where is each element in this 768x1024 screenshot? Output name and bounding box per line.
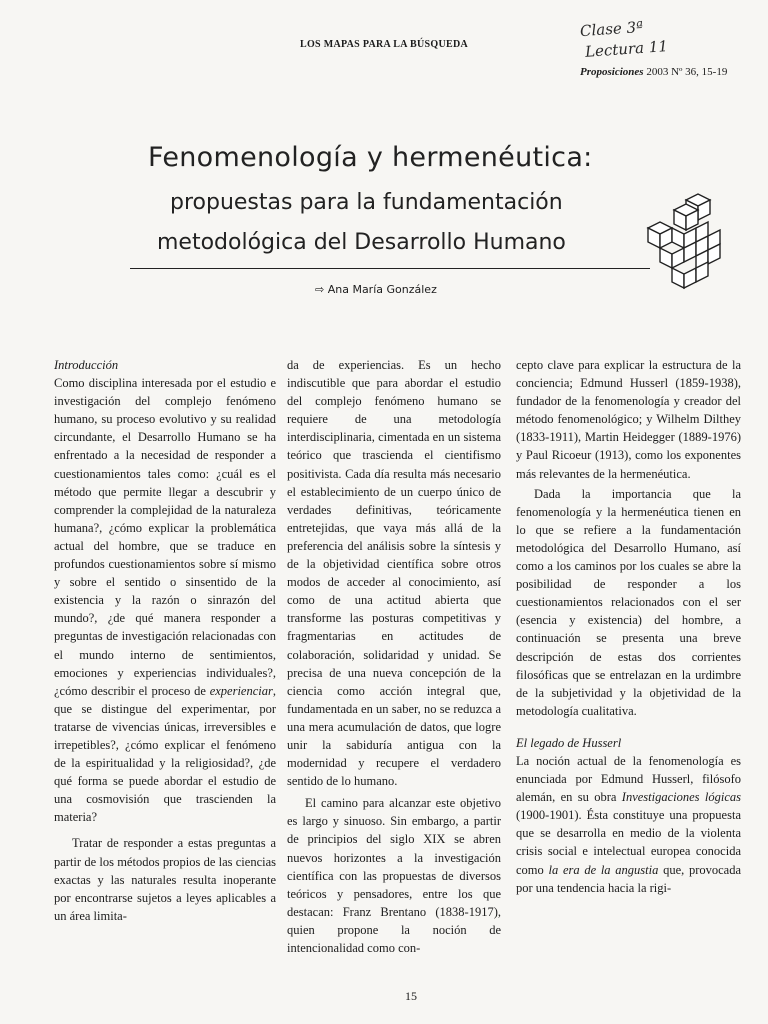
author-name: Ana María González	[327, 283, 437, 296]
paragraph: Tratar de responder a estas preguntas a partir de los métodos propios de las ciencias exactas y las naturales resulta inoperante por encontrarse sujetos a leyes aplicables a un área limita-	[54, 836, 276, 923]
handwritten-note-class: Clase 3ª	[579, 17, 644, 41]
paragraph-text: (1900-1901). Ésta constituye una propuesta que se desarrolla en medio de la violenta crisis social e intelectual europea conocida como	[516, 808, 741, 877]
column-2	[287, 356, 501, 957]
title-rule	[130, 268, 650, 269]
paragraph: cepto clave para explicar la estructura de la conciencia; Edmund Husserl (1859-1938), fundador de la fenomenología y creador del método fenomenológico; y Wilhelm Dilthey (1833-1911), Martin Heidegger (1889-1976) y Paul Ricoeur (1913), como los exponentes más relevantes de la hermenéutica.	[516, 358, 741, 481]
paragraph-text: que, provocada por una tendencia hacia la rigi-	[516, 862, 742, 895]
paragraph-text: Como disciplina interesada por el estudio e investigación del complejo fenómeno humano, su proceso evolutivo y su realidad circundante, el Desarrollo Humano se ha enfrentado a la necesidad de responder a cuestionamientos tales como: ¿cuál es el método que permite llegar a descubrir y comprender la complejidad de la naturaleza humana?, ¿cómo explicar la problemática actual del hombre, que se traduce en profundos cuestionamientos sobre sí mismo y sobre el sentido o sinsentido de la existencia y la razón o sinrazón del mundo?, ¿de qué manera responder a preguntas de investigación relacionadas con el mundo interno de sentimientos, emociones y experiencias individuales?, ¿cómo describir el proceso de	[54, 376, 276, 698]
cube-stack-illustration	[638, 192, 730, 296]
running-head: LOS MAPAS PARA LA BÚSQUEDA	[300, 39, 469, 50]
article-subtitle-line-1: propuestas para la fundamentación	[170, 190, 563, 215]
author-arrow-icon: ⇨	[315, 283, 325, 296]
article-title: Fenomenología y hermenéutica:	[148, 142, 593, 173]
section-heading-introduction: Introducción	[54, 358, 119, 372]
paragraph	[516, 752, 741, 897]
source-citation	[580, 66, 727, 78]
column-1	[54, 356, 276, 925]
paragraph: Dada la importancia que la fenomenología y la hermenéutica tienen en lo que se refiere a la fundamentación metodológica del Desarrollo Humano, así como a los caminos por los cuales se abre la posibilidad de responder a los cuestionamientos relacionados con el ser (esencia y existencia) del hombre, a continuación se presenta una breve descripción de estas dos corrientes filosóficas que se entrelazan en la urdimbre de la subjetividad y la objetividad de la metodología cualitativa.	[516, 486, 741, 718]
paragraph-emphasis: la era de la angustia	[548, 862, 659, 877]
handwritten-note-reading: Lectura 11	[584, 37, 669, 61]
paragraph-emphasis: Investigaciones lógicas	[621, 790, 741, 805]
paragraph-text: , que se distingue del experimentar, por tratarse de vivencias únicas, irreversibles e irrepetibles?, ¿cómo explicar el fenómeno de la espiritualidad y la religiosidad?, ¿de qué forma se puede abordar el estudio de una cosmovisión que trascienden la materia?	[54, 683, 276, 825]
paragraph	[54, 374, 276, 826]
column-3	[516, 356, 741, 897]
paragraph: El camino para alcanzar este objetivo es largo y sinuoso. Sin embargo, a partir de principios del siglo XIX se abren nuevos horizontes a la investigación científica con las propuestas de diversos teóricos y pensadores, entre los que destacan: Franz Brentano (1838-1917), quien propone la noción de intencionalidad como con-	[287, 796, 501, 955]
paragraph-emphasis: experienciar	[209, 683, 273, 698]
source-details: 2003 Nº 36, 15-19	[646, 66, 728, 78]
paragraph-text: La noción actual de la fenomenología es enunciada por Edmund Husserl, filósofo alemán, en su obra	[516, 753, 741, 805]
page-number: 15	[405, 989, 417, 1003]
source-journal: Proposiciones	[580, 66, 644, 78]
author-line	[315, 283, 437, 296]
section-heading-husserl: El legado de Husserl	[516, 735, 622, 750]
paragraph: da de experiencias. Es un hecho indiscutible que para abordar el estudio del complejo fenómeno humano se requiere de una metodología interdisciplinaria, cimentada en un sistema teórico que trascienda el cientifismo positivista. Cada día resulta más necesario el establecimiento de un cuerpo único de verdades definitivas, teóricamente entretejidas, que vaya más allá de la preferencia del análisis sobre la síntesis y de la objetividad científica sobre otros modos de acceder al conocimiento, así como de una actitud abierta que transforme las posturas competitivas y fragmentarias en actitudes de colaboración, solidaridad y unidad. Se precisa de una nueva concepción de la ciencia como acción integral que, fundamentada en un saber, no se reduzca a una mera acumulación de datos, que logre unir la sabiduría antigua con la modernidad y recupere el verdadero sentido de lo humano.	[287, 358, 501, 789]
article-subtitle-line-2: metodológica del Desarrollo Humano	[157, 230, 566, 255]
